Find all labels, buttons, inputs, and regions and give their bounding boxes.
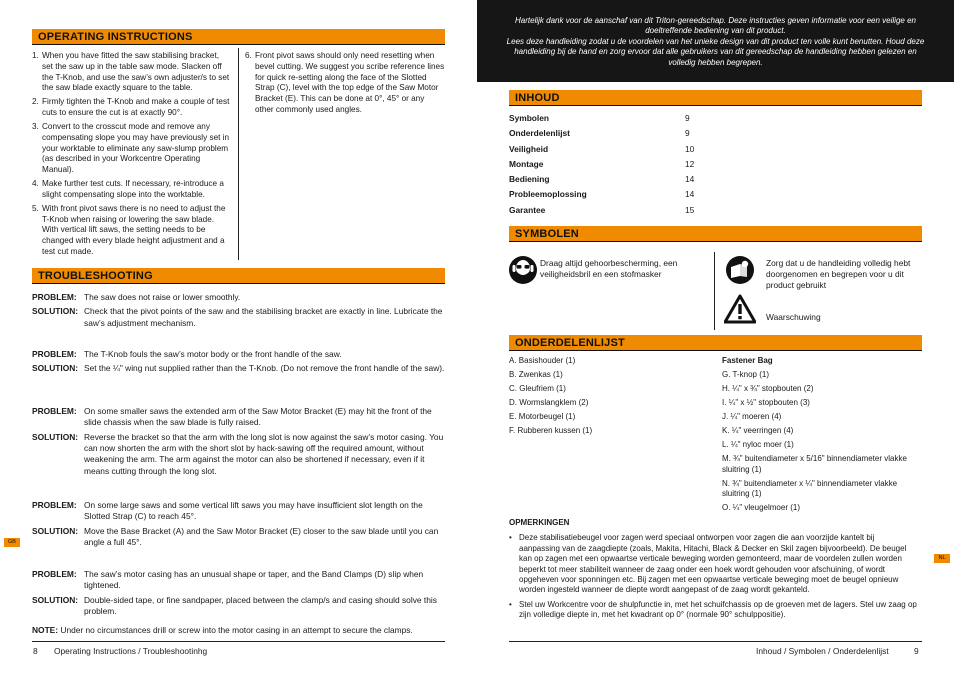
intro-paragraph-2: Lees deze handleiding zodat u de voordelen van het unieke design van dit product ten volle kunt benutten. Houd deze handleiding bij de hand en zorg ervoor dat alle gebruikers van dit gereedschap de handleiding hebben gelezen en volledig hebben begrepen. — [506, 36, 925, 67]
problem-label: PROBLEM: — [32, 569, 77, 579]
footer-title-left: Operating Instructions / Troubleshootinhg — [54, 646, 208, 656]
step-number: 5. — [32, 203, 39, 213]
part-item: L. ¼" nyloc moer (1) — [722, 440, 794, 450]
language-tab-gb: GB — [4, 538, 20, 547]
toc-page: 14 — [685, 189, 695, 200]
solution-row — [32, 363, 446, 374]
part-item: C. Gleufriem (1) — [509, 383, 566, 393]
symbols-divider — [714, 252, 715, 330]
page-number-left: 8 — [33, 646, 38, 656]
part-item: J. ¼" moeren (4) — [722, 412, 782, 422]
footer-title-right: Inhoud / Symbolen / Onderdelenlijst — [756, 646, 889, 656]
part-item: D. Wormslangklem (2) — [509, 397, 589, 407]
problem-text: The T-Knob fouls the saw’s motor body or the front handle of the saw. — [84, 349, 342, 359]
part-item: F. Rubberen kussen (1) — [509, 425, 593, 435]
remarks-heading: OPMERKINGEN — [509, 518, 570, 527]
step-number: 4. — [32, 179, 39, 189]
problem-text: On some smaller saws the extended arm of the Saw Motor Bracket (E) may hit the front of the slide chassis when the saw blade is fully raised. — [84, 406, 432, 428]
troubleshooting-item — [32, 500, 446, 551]
solution-text: Set the ¼" wing nut supplied rather than the T-Knob. (Do not remove the front handle of the saw). — [84, 363, 445, 374]
solution-label: SOLUTION: — [32, 594, 79, 605]
part-item: O. ¼" vleugelmoer (1) — [722, 503, 800, 513]
remarks-section — [509, 518, 917, 625]
toc-label: Symbolen — [509, 113, 550, 123]
problem-row — [32, 500, 446, 523]
contents-heading: INHOUD — [509, 90, 922, 106]
footer-rule-right — [509, 641, 922, 642]
problem-label: PROBLEM: — [32, 500, 77, 510]
troubleshooting-heading: TROUBLESHOOTING — [32, 268, 445, 284]
solution-text: Reverse the bracket so that the arm with the long slot is now against the saw’s motor casing. You can now shorten the arm with the short slot by hack-sawing off the required amount, without weakening the arm. The arm against the motor can also be shortened if necessary, even if it means cutting through the long slot. — [84, 431, 444, 476]
toc-row — [509, 159, 709, 174]
step-item — [245, 51, 445, 116]
toc-label: Veiligheid — [509, 143, 549, 154]
problem-label: PROBLEM: — [32, 349, 77, 359]
step-item — [32, 51, 232, 94]
protection-gear-icon — [509, 256, 537, 284]
table-of-contents — [509, 113, 709, 220]
parts-list-column-2 — [722, 356, 922, 517]
page-number-right: 9 — [914, 646, 919, 656]
solution-text: Move the Base Bracket (A) and the Saw Motor Bracket (E) closer to the saw blade until you can angle a full 45°. — [84, 525, 439, 548]
column-divider — [238, 48, 239, 260]
note-label: NOTE: — [32, 625, 59, 635]
toc-page: 9 — [685, 113, 690, 123]
problem-text: On some large saws and some vertical lift saws you may have insufficient slot length on the Slotted Strap (C) to reach 45°. — [84, 500, 423, 522]
problem-label: PROBLEM: — [32, 292, 77, 302]
solution-label: SOLUTION: — [32, 363, 79, 374]
warning-icon — [724, 294, 756, 327]
step-number: 3. — [32, 121, 39, 131]
step-number: 6. — [245, 51, 252, 60]
part-item: G. T-knop (1) — [722, 370, 769, 380]
step-number: 1. — [32, 51, 39, 60]
problem-text: The saw does not raise or lower smoothly. — [84, 292, 241, 302]
step-text: Firmly tighten the T-Knob and make a couple of test cuts to ensure the cut is at exactly 90°. — [42, 97, 230, 118]
step-item — [32, 179, 232, 201]
problem-row — [32, 349, 446, 360]
step-text: Front pivot saws should only need resetting when bevel cutting. We suggest you scribe reference lines for quick re-setting along the face of the Slotted Strap (C), level with the top edge of the Saw Motor Bracket (E). This can be done at 0°, 45° or any other commonly used angles. — [255, 51, 445, 115]
part-item: E. Motorbeugel (1) — [509, 411, 576, 421]
operating-instructions-heading: OPERATING INSTRUCTIONS — [32, 29, 445, 45]
toc-label: Bediening — [509, 174, 550, 185]
solution-text: Check that the pivot points of the saw and the stabilising bracket are exactly in line. Lubricate the saw’s adjustment mechanism. — [84, 306, 443, 328]
toc-page: 10 — [685, 143, 695, 154]
toc-label: Garantee — [509, 204, 546, 215]
solution-row — [32, 306, 446, 329]
problem-row — [32, 292, 446, 303]
toc-row — [509, 205, 709, 220]
steps-column-2 — [245, 51, 445, 119]
step-text: With front pivot saws there is no need to adjust the T-Knob when raising or lowering the saw blade. With vertical lift saws, the setting needs to be changed with every blade height adjustment and a test cut made. — [42, 203, 226, 257]
intro-box — [477, 0, 954, 82]
part-item: B. Zwenkas (1) — [509, 369, 563, 379]
solution-label: SOLUTION: — [32, 306, 79, 317]
step-text: Convert to the crosscut mode and remove any compensating slope you may have previously set in your worktable to eliminate any saw-slump problem (as described in your Workcentre Operating Manual). — [42, 121, 230, 175]
problem-row — [32, 569, 446, 592]
step-text: Make further test cuts. If necessary, re-introduce a slight compensating slope into the worktable. — [42, 179, 224, 199]
steps-column-1 — [32, 51, 232, 261]
toc-row — [509, 144, 709, 159]
fastener-bag-heading: Fastener Bag — [722, 356, 773, 365]
step-number: 2. — [32, 97, 39, 107]
note-text: Under no circumstances drill or screw into the motor casing in an attempt to secure the clamps. — [60, 625, 413, 635]
toc-row — [509, 113, 709, 128]
part-item: H. ¼" x ¾" stopbouten (2) — [722, 384, 814, 394]
toc-page: 14 — [685, 174, 695, 185]
symbols-heading: SYMBOLEN — [509, 226, 922, 242]
step-item — [32, 204, 232, 258]
solution-text: Double-sided tape, or fine sandpaper, placed between the clamp/s and casing should solve this problem. — [84, 594, 437, 617]
read-manual-icon — [726, 256, 754, 284]
troubleshooting-item — [32, 569, 446, 620]
toc-label: Probleemoplossing — [509, 189, 587, 200]
troubleshooting-item — [32, 292, 446, 332]
step-item — [32, 122, 232, 176]
toc-page: 15 — [685, 204, 695, 215]
symbol-manual-text: Zorg dat u de handleiding volledig hebt doorgenomen en begrepen voor u dit product gebruikt — [766, 258, 911, 290]
toc-row — [509, 189, 709, 204]
solution-row — [32, 595, 446, 618]
toc-label: Onderdelenlijst — [509, 128, 570, 139]
toc-page: 9 — [685, 128, 690, 139]
problem-row — [32, 406, 446, 429]
troubleshooting-item — [32, 349, 446, 378]
troubleshooting-item — [32, 406, 446, 480]
part-item: A. Basishouder (1) — [509, 356, 576, 365]
symbol-warning-text: Waarschuwing — [766, 312, 821, 322]
solution-label: SOLUTION: — [32, 525, 79, 536]
part-item: N. ¾" buitendiameter x ¼" binnendiameter vlakke sluitring (1) — [722, 478, 898, 499]
part-item: I. ¼" x ½" stopbouten (3) — [722, 398, 810, 408]
parts-list-column-1 — [509, 356, 709, 440]
footer-rule-left — [32, 641, 445, 642]
step-item — [32, 97, 232, 119]
note — [32, 625, 452, 636]
part-item: M. ¾" buitendiameter x 5/16" binnendiameter vlakke sluitring (1) — [722, 454, 907, 474]
toc-page: 12 — [685, 158, 695, 169]
problem-text: The saw’s motor casing has an unusual shape or taper, and the Band Clamps (D) slip when tightened. — [84, 569, 424, 591]
symbol-protection-text: Draag altijd gehoorbescherming, een veiligheidsbril en een stofmasker — [540, 258, 678, 279]
remark-item: • Deze stabilisatiebeugel voor zagen werd speciaal ontworpen voor zagen die aan voorzijde kantelt bij aanpassing van de zaagdiepte (zoals, Makita, Hitachi, Black & Decker en Skil zagen bijvoorbeeld). De beugel kan op zagen met een opwaartse verticale beweging worden gemonteerd, maar de voordelen zullen worden beperkt tot meer stabiliteit wanneer de zaag onder een hoek wordt gehouden voor afschuining, of wordt opgeheven voor sponningen etc. Bij zagen met een opwaartse verticale beweging moet de beugel opnieuw worden ingesteld wanneer de diepte wordt aangepast of de zaag wordt gekanteld. — [509, 533, 917, 595]
language-tab-nl: NL — [934, 554, 950, 563]
problem-label: PROBLEM: — [32, 406, 77, 416]
step-text: When you have fitted the saw stabilising bracket, set the saw up in the table saw mode. Slacken off the T-Knob, and use the saw’s own adjuster/s to set the saw blade exactly square to the table. — [42, 51, 230, 93]
intro-paragraph-1: Hartelijk dank voor de aanschaf van dit Triton-gereedschap. Deze instructies geven informatie voor een veilige en doeltreffende bediening van dit product. — [515, 16, 916, 36]
parts-list-heading: ONDERDELENLIJST — [509, 335, 922, 351]
solution-label: SOLUTION: — [32, 431, 79, 442]
solution-row — [32, 526, 446, 549]
solution-row — [32, 432, 446, 477]
toc-label: Montage — [509, 158, 544, 169]
toc-row — [509, 128, 709, 143]
toc-row — [509, 174, 709, 189]
remark-item: • Stel uw Workcentre voor de shulpfunctie in, met het schuifchassis op de groeven met de lagers. Stel uw zaag op zijn volledige diepte in, met het kwadrant op 0° (normale 90° schulppositie). — [509, 600, 917, 621]
part-item: K. ¼" veerringen (4) — [722, 426, 794, 436]
